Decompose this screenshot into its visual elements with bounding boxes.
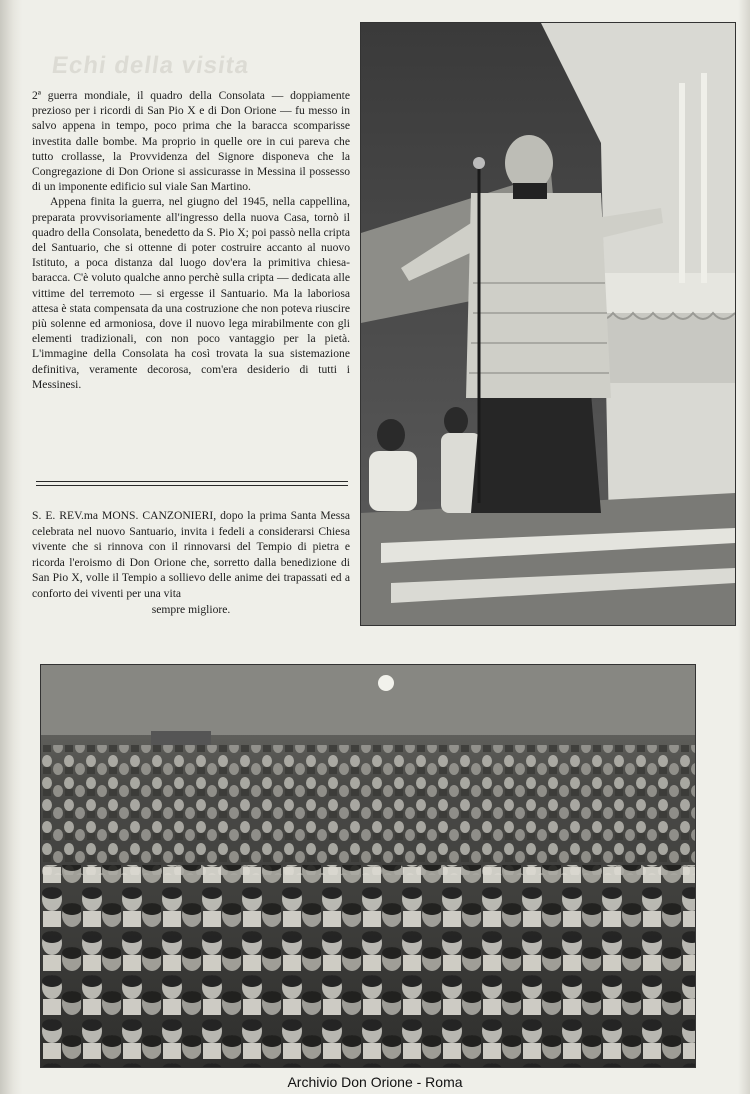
section-divider-top — [36, 481, 348, 482]
page-edge-shadow — [0, 0, 22, 1094]
caption-last-line: sempre migliore. — [151, 602, 231, 616]
archive-footer: Archivio Don Orione - Roma — [287, 1074, 463, 1090]
page-edge-right — [738, 0, 750, 1094]
caption-body: dopo la prima Santa Messa celebrata nel nuovo Santuario, invita i fedeli a considerarsi Chiesa vivente che si rinnova con il rinnovarsi del Tempio di pietra e ricorda l'eroismo di Don Orione che, sorretto dalla benedizione di San Pio X, volle il Tempio a sollievo delle anime dei trapassati ed a conforto dei viventi per una vita — [32, 509, 350, 600]
article-text — [32, 88, 350, 392]
congregation-photo — [40, 664, 696, 1068]
congregation-photo-drawing — [41, 665, 695, 1067]
photo-caption — [32, 508, 350, 617]
article-paragraph-1: 2ª guerra mondiale, il quadro della Consolata — doppiamente prezioso per i ricordi di San Pio X e di Don Orione — fu messo in salvo appena in tempo, poco prima che la baracca scomparisse investita dalle bombe. Ma proprio in quelle ore in cui pareva che tutto crollasse, la Provvidenza del Signore disponeva che la Congregazione di Don Orione si assicurasse in Messina il possesso di un imponente edificio sul viale San Martino. — [32, 89, 350, 194]
caption-lead: S. E. REV.ma MONS. CANZONIERI, — [32, 509, 217, 522]
bishop-photo — [360, 22, 736, 626]
bishop-photo-drawing — [361, 23, 735, 625]
section-divider-bottom — [36, 485, 348, 486]
faded-section-header: Echi della visita — [50, 52, 252, 79]
article-paragraph-2: Appena finita la guerra, nel giugno del 1945, nella cappellina, preparata provvisoriamente all'ingresso della nuova Casa, tornò il quadro della Consolata, benedetto da S. Pio X; poi passò nella cripta del Santuario, che si ottenne di poter costruire accanto al nuovo Istituto, a poca distanza dal luogo dov'era la primitiva chiesa-baracca. C'è voluto qualche anno perchè sulla cripta — dedicata alle vittime del terremoto — si ergesse il Santuario. Ma la laboriosa attesa è stata compensata da una costruzione che non poteva riuscire più solenne ed armoniosa, dove il nuovo lega mirabilmente con gli elementi tradizionali, con non poco vantaggio per la pietà. L'immagine della Consolata ha così trovata la sua sistemazione definitiva, veramente decorosa, com'era desiderio di tutti i Messinesi. — [32, 195, 350, 391]
